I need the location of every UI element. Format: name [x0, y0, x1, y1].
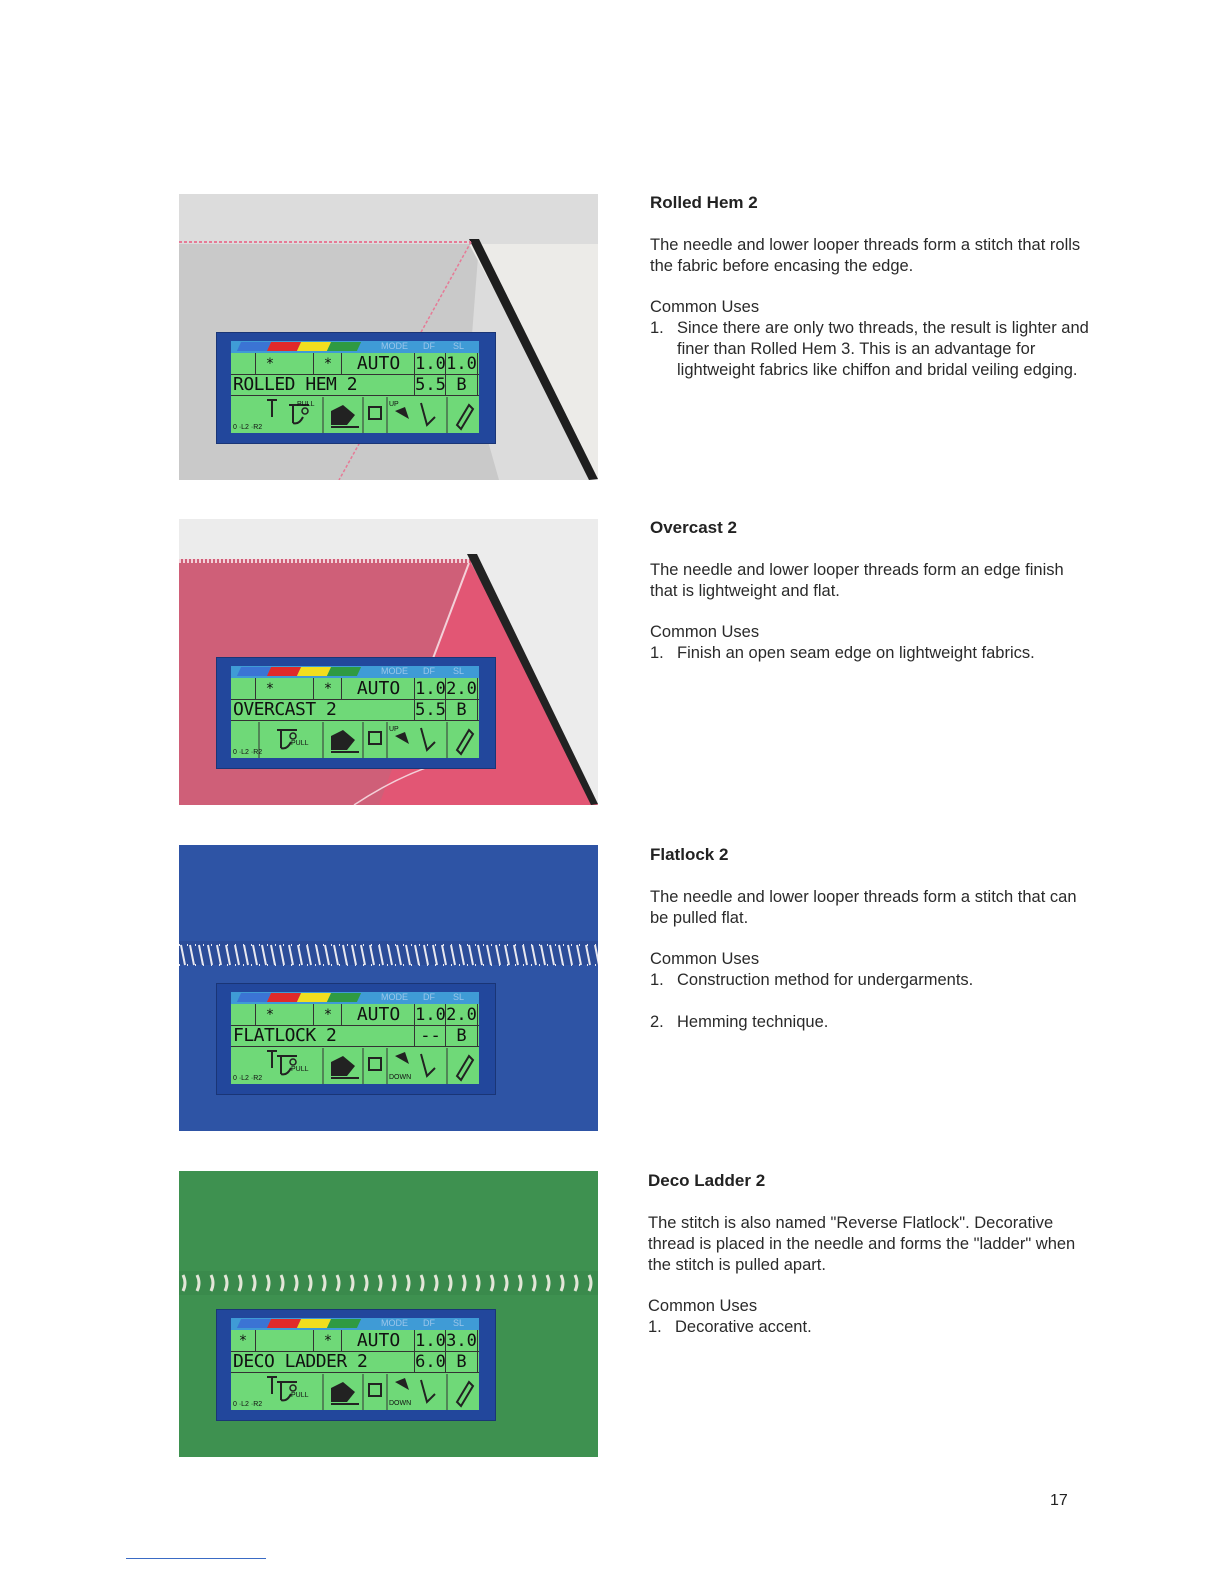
list-item: 1. Decorative accent.	[648, 1318, 812, 1336]
lcd-mode-label: MODE	[381, 666, 408, 676]
color-bar-strip	[231, 341, 479, 353]
lcd-panel	[216, 332, 496, 444]
pull-label: PULL	[291, 1066, 309, 1073]
section-deco-ladder-2	[648, 1171, 1088, 1338]
icon-strip	[231, 397, 479, 431]
lcd-row-icons	[231, 720, 479, 758]
lcd-sl-label: SL	[453, 666, 465, 676]
plate-value: B	[445, 1351, 478, 1372]
lcd-mode-label: MODE	[381, 992, 408, 1002]
lcd-mode-label: MODE	[381, 1318, 408, 1328]
yellow-bar	[297, 1319, 331, 1328]
yellow-bar	[297, 993, 331, 1002]
width-value: 5.5	[415, 700, 446, 720]
lcd-screen	[231, 666, 479, 758]
color-bar-strip	[231, 666, 479, 678]
star-indicator: *	[255, 1004, 284, 1025]
pull-label: PULL	[291, 740, 309, 747]
lever-label: DOWN	[389, 1074, 412, 1081]
star-indicator: *	[313, 678, 342, 699]
lcd-green-area	[231, 1330, 479, 1410]
df-value: 1.0	[415, 1331, 446, 1351]
lcd-row-icons	[231, 1372, 479, 1410]
footnote-rule	[126, 1558, 266, 1559]
lcd-icons	[231, 1048, 479, 1084]
section-title: Rolled Hem 2	[650, 193, 758, 212]
lcd-row-icons	[231, 395, 479, 433]
section-description: The stitch is also named "Reverse Flatlock". Decorative thread is placed in the needle and forms the "ladder" when the stitch is pulled apart.	[648, 1214, 1076, 1274]
list-item: 1. Since there are only two threads, the result is lighter and finer than Rolled Hem 3. This is an advantage for lightweight fabrics like chiffon and bridal veiling edging.	[650, 319, 1089, 379]
lever-label: UP	[389, 401, 399, 408]
lcd-df-label: DF	[423, 1318, 435, 1328]
pull-label: PULL	[291, 1392, 309, 1399]
red-bar	[267, 342, 301, 351]
lcd-row-settings	[231, 678, 479, 700]
auto-mode: AUTO	[341, 678, 415, 699]
list-item: 2. Hemming technique.	[650, 1013, 829, 1031]
section-description: The needle and lower looper threads form a stitch that rolls the fabric before encasing the edge.	[650, 236, 1081, 275]
width-value: 6.0	[415, 1352, 446, 1372]
lcd-panel	[216, 983, 496, 1095]
green-bar	[327, 993, 361, 1002]
lcd-row-name	[231, 1351, 479, 1373]
blue-bar	[237, 1319, 271, 1328]
plate-value: B	[445, 1025, 478, 1046]
color-bar-strip	[231, 1318, 479, 1330]
blue-bar	[237, 993, 271, 1002]
lcd-panel	[216, 1309, 496, 1421]
green-bar	[327, 342, 361, 351]
lcd-df-label: DF	[423, 341, 435, 351]
section-rolled-hem-2	[650, 193, 1090, 381]
lcd-icons	[231, 722, 479, 758]
width-value: 5.5	[415, 375, 446, 395]
lcd-sl-label: SL	[453, 341, 465, 351]
lever-label: DOWN	[389, 1400, 412, 1407]
star-indicator: *	[255, 678, 284, 699]
photo-rolled-hem-2	[179, 194, 598, 480]
stitch-name: ROLLED HEM 2	[233, 374, 358, 395]
star-indicator: *	[313, 1330, 342, 1351]
icon-strip	[231, 1048, 479, 1082]
lcd-green-area	[231, 353, 479, 433]
green-bar	[327, 1319, 361, 1328]
section-title: Deco Ladder 2	[648, 1171, 766, 1190]
icon-strip	[231, 722, 479, 756]
lcd-row-name	[231, 374, 479, 396]
list-item: 1. Construction method for undergarments.	[650, 971, 974, 989]
lcd-row-name	[231, 699, 479, 721]
lcd-row-settings	[231, 353, 479, 375]
star-indicator: *	[238, 1333, 248, 1349]
photo-deco-ladder-2	[179, 1171, 598, 1457]
lcd-row-name	[231, 1025, 479, 1047]
green-bar	[327, 667, 361, 676]
plate-value: B	[445, 699, 478, 720]
star-indicator: *	[313, 353, 342, 374]
photo-overcast-2	[179, 519, 598, 805]
red-bar	[267, 993, 301, 1002]
sl-value: 2.0	[446, 679, 477, 699]
icon-strip	[231, 1374, 479, 1408]
stitch-name: FLATLOCK 2	[233, 1025, 337, 1046]
lcd-row-settings	[231, 1330, 479, 1352]
common-uses-heading: Common Uses	[650, 298, 760, 316]
df-value: 1.0	[415, 354, 446, 374]
common-uses-heading: Common Uses	[650, 623, 760, 641]
star-indicator: *	[255, 353, 284, 374]
lcd-df-label: DF	[423, 992, 435, 1002]
auto-mode: AUTO	[341, 1004, 415, 1025]
stitch-name: DECO LADDER 2	[233, 1351, 368, 1372]
section-overcast-2	[650, 518, 1090, 664]
red-bar	[267, 667, 301, 676]
width-value: --	[414, 1025, 446, 1046]
lcd-sl-label: SL	[453, 1318, 465, 1328]
yellow-bar	[297, 342, 331, 351]
sl-value: 3.0	[446, 1331, 477, 1351]
common-uses-heading: Common Uses	[650, 950, 760, 968]
lcd-icons	[231, 397, 479, 433]
section-description: The needle and lower looper threads form a stitch that can be pulled flat.	[650, 888, 1077, 927]
section-title: Flatlock 2	[650, 845, 729, 864]
lcd-green-area	[231, 1004, 479, 1084]
pull-label: PULL	[297, 401, 315, 408]
photo-flatlock-2	[179, 845, 598, 1131]
common-uses-heading: Common Uses	[648, 1297, 758, 1315]
lcd-mode-label: MODE	[381, 341, 408, 351]
blue-bar	[237, 667, 271, 676]
lcd-icons	[231, 1374, 479, 1410]
lcd-green-area	[231, 678, 479, 758]
section-flatlock-2	[650, 845, 1090, 1033]
thread-lr-label: 0 ·L2 ·R2	[233, 1075, 263, 1082]
lcd-row-settings	[231, 1004, 479, 1026]
lever-label: UP	[389, 726, 399, 733]
section-description: The needle and lower looper threads form an edge finish that is lightweight and flat.	[650, 561, 1064, 600]
thread-lr-label: 0 ·L2 ·R2	[233, 1401, 263, 1408]
lcd-screen	[231, 341, 479, 433]
df-value: 1.0	[415, 679, 446, 699]
red-bar	[267, 1319, 301, 1328]
df-value: 1.0	[415, 1005, 446, 1025]
page-number: 17	[1050, 1492, 1068, 1509]
list-item: 1. Finish an open seam edge on lightweight fabrics.	[650, 644, 1035, 662]
sl-value: 1.0	[446, 354, 477, 374]
lcd-row-icons	[231, 1046, 479, 1084]
lcd-sl-label: SL	[453, 992, 465, 1002]
section-title: Overcast 2	[650, 518, 737, 537]
lcd-screen	[231, 1318, 479, 1410]
yellow-bar	[297, 667, 331, 676]
lcd-screen	[231, 992, 479, 1084]
sl-value: 2.0	[446, 1005, 477, 1025]
plate-value: B	[445, 374, 478, 395]
stitch-name: OVERCAST 2	[233, 699, 337, 720]
auto-mode: AUTO	[341, 1330, 415, 1351]
thread-lr-label: 0 ·L2 ·R2	[233, 749, 263, 756]
thread-lr-label: 0 ·L2 ·R2	[233, 424, 263, 431]
lcd-df-label: DF	[423, 666, 435, 676]
star-indicator: *	[313, 1004, 342, 1025]
lcd-panel	[216, 657, 496, 769]
blue-bar	[237, 342, 271, 351]
color-bar-strip	[231, 992, 479, 1004]
auto-mode: AUTO	[341, 353, 415, 374]
empty-cell	[255, 1330, 314, 1351]
